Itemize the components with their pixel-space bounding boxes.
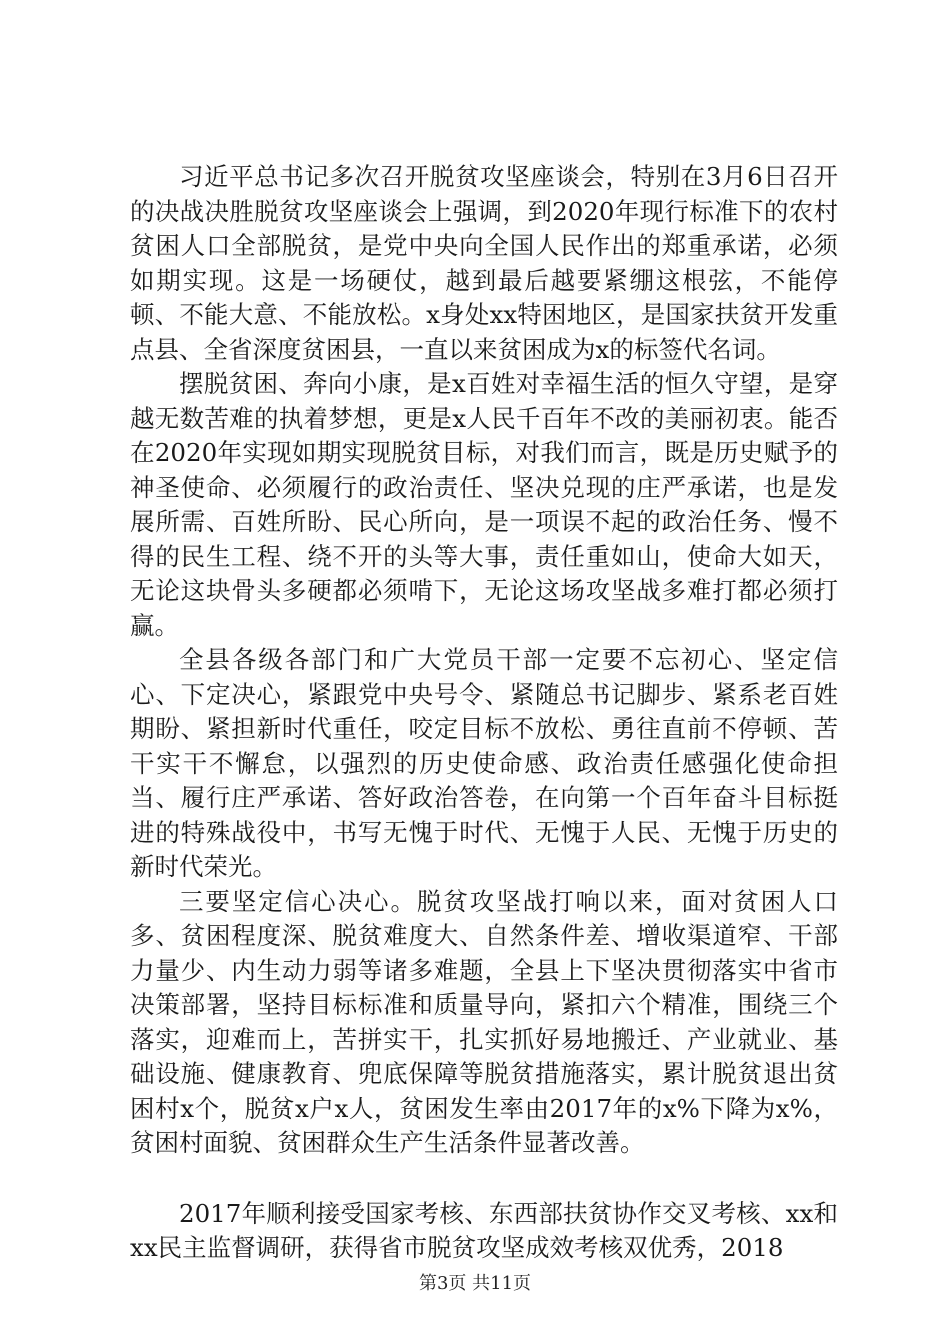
paragraph-2: 摆脱贫困、奔向小康，是x百姓对幸福生活的恒久守望，是穿越无数苦难的执着梦想，更是x人民千百年不改的美丽初衷。能否在2020年实现如期实现脱贫目标，对我们而言，既是历史赋予的神圣使命、必须履行的政治责任、坚决兑现的庄严承诺，也是发展所需、百姓所盼、民心所向，是一项误不起的政治任务、慢不得的民生工程、绕不开的头等大事，责任重如山，使命大如天，无论这块骨头多硬都必须啃下，无论这场攻坚战多难打都必须打赢。 xyxy=(130,369,838,640)
paragraph-4: 三要坚定信心决心。脱贫攻坚战打响以来，面对贫困人口多、贫困程度深、脱贫难度大、自然条件差、增收渠道窄、干部力量少、内生动力弱等诸多难题，全县上下坚决贯彻落实中省市决策部署，坚持目标标准和质量导向，紧扣六个精准，围绕三个落实，迎难而上，苦拼实干，扎实抓好易地搬迁、产业就业、基础设施、健康教育、兜底保障等脱贫措施落实，累计脱贫退出贫困村x个，脱贫x户x人，贫困发生率由2017年的x%下降为x%，贫困村面貌、贫困群众生产生活条件显著改善。 xyxy=(130,886,838,1157)
paragraph-5: 2017年顺利接受国家考核、东西部扶贫协作交叉考核、xx和xx民主监督调研，获得省市脱贫攻坚成效考核双优秀，2018 xyxy=(130,1198,838,1262)
document-body xyxy=(130,160,838,1266)
paragraph-1: 习近平总书记多次召开脱贫攻坚座谈会，特别在3月6日召开的决战决胜脱贫攻坚座谈会上强调，到2020年现行标准下的农村贫困人口全部脱贫，是党中央向全国人民作出的郑重承诺，必须如期实现。这是一场硬仗，越到最后越要紧绷这根弦，不能停顿、不能大意、不能放松。x身处xx特困地区，是国家扶贫开发重点县、全省深度贫困县，一直以来贫困成为x的标签代名词。 xyxy=(130,162,838,364)
page-footer: 第3页 共11页 xyxy=(418,1273,532,1294)
paragraph-3: 全县各级各部门和广大党员干部一定要不忘初心、坚定信心、下定决心，紧跟党中央号令、紧随总书记脚步、紧系老百姓期盼、紧担新时代重任，咬定目标不放松、勇往直前不停顿、苦干实干不懈怠，以强烈的历史使命感、政治责任感强化使命担当、履行庄严承诺、答好政治答卷，在向第一个百年奋斗目标挺进的特殊战役中，书写无愧于时代、无愧于人民、无愧于历史的新时代荣光。 xyxy=(130,645,838,881)
